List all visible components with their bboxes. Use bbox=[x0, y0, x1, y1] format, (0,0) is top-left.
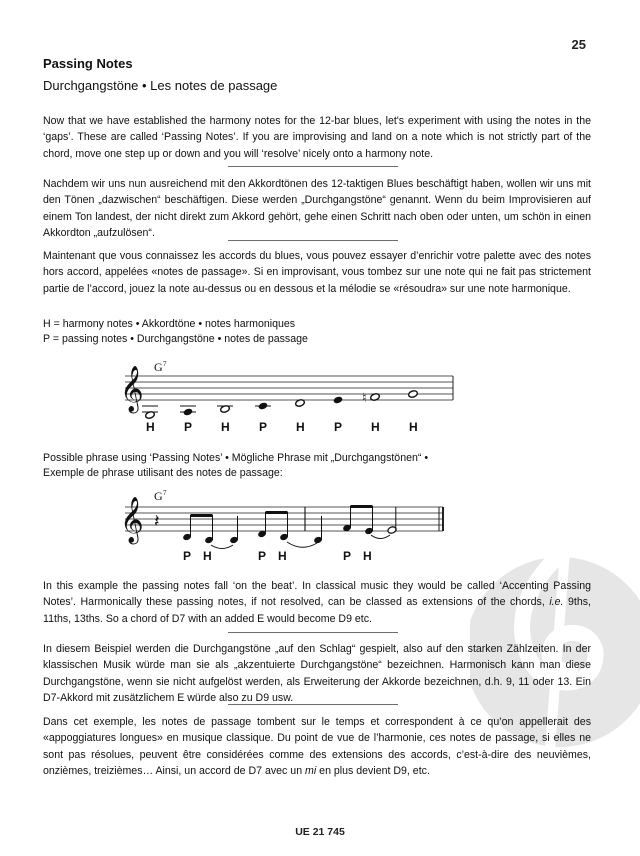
chord-symbol: G bbox=[154, 489, 163, 503]
page-number: 25 bbox=[571, 37, 586, 52]
quarter-rest-icon: 𝄽 bbox=[154, 511, 160, 532]
note-label: H bbox=[221, 420, 230, 434]
note-label: H bbox=[203, 549, 212, 563]
music-example-phrase bbox=[0, 485, 640, 570]
phrase-caption bbox=[43, 451, 428, 481]
chord-symbol: G bbox=[154, 360, 163, 374]
intro-paragraph-de: Nachdem wir uns nun ausreichend mit den Akkordtönen des 12-taktigen Blues beschäftigt haben, wollen wir uns mit den Tönen „dazwischen“ beschäftigen. Diese werden „Durchgangstöne“ genannt. Wenn du beim Improvisieren auf einem Ton landest, der nicht direkt zum Akkord gehört, gehe einen Schritt nach oben oder unten, um schön in einen Akkordton „aufzulösen“. bbox=[43, 178, 591, 240]
treble-clef-icon: 𝄞 bbox=[120, 366, 144, 412]
note-label: P bbox=[258, 549, 267, 563]
note-label: H bbox=[371, 420, 380, 434]
legend-harmony: H = harmony notes • Akkordtöne • notes harmoniques bbox=[43, 318, 296, 330]
note-label: P bbox=[184, 420, 193, 434]
note-label: H bbox=[146, 420, 155, 434]
note-head bbox=[408, 390, 419, 399]
legend bbox=[43, 317, 308, 347]
chord-symbol-superscript: 7 bbox=[163, 360, 167, 368]
note-head bbox=[333, 396, 344, 405]
note-label: H bbox=[363, 549, 372, 563]
note-label: P bbox=[183, 549, 192, 563]
catalog-number: UE 21 745 bbox=[295, 826, 345, 838]
note-head bbox=[258, 402, 269, 411]
note-label: H bbox=[409, 420, 418, 434]
intro-paragraph-fr: Maintenant que vous connaissez les accords du blues, vous pouvez essayer d’enrichir votre palette avec des notes hors accord, appelées «notes de passage». Si en improvisant, vous tombez sur une note qui ne fait pas strictement partie de l’accord, jouez la note au-dessus ou en dessous et la mélodie se «résoudra» sur une note harmonique. bbox=[43, 250, 591, 295]
tie bbox=[211, 545, 233, 549]
body-paragraph-fr: Dans cet exemple, les notes de passage tombent sur le temps et correspondent à ce qu’on appellerait des «appoggiatures longues» en musique classique. Du point de vue de l’harmonie, ces notes de passage, si elles ne sont pas résolues, peuvent être considérées comme des extensions des accords, c’est-à-dire des neuvièmes, onzièmes, treizièmes… Ainsi, un accord de D7 avec un mi en plus devient D9, etc. bbox=[43, 716, 591, 778]
phrase-notes bbox=[182, 506, 397, 549]
divider bbox=[228, 166, 398, 167]
body-paragraph-en: In this example the passing notes fall ‘on the beat’. In classical music they would be called ‘Accenting Passing Notes’. Harmonically these passing notes, if not resolved, can be classed as extensions of the chords, i.e. 9ths, 11ths, 13ths. So a chord of D7 with an added E would become D9 etc. bbox=[43, 580, 591, 625]
body-paragraph-de: In diesem Beispiel werden die Durchgangstöne „auf den Schlag“ gespielt, also auf den starken Zählzeiten. In der klassischen Musik würde man sie als „akzentuierte Durchgangstöne“ bezeichnen. Harmonisch kann man diese Durchgangstöne, wenn sie nicht aufgelöst werden, als Erweiterung der Akkorde bezeichnen, d.h. 9, 11 oder 13. Ein D7-Akkord mit zusätzlichem E würde also zu D9 usw. bbox=[43, 643, 591, 705]
treble-clef-icon: 𝄞 bbox=[120, 497, 144, 543]
tie bbox=[371, 535, 390, 539]
section-subtitle: Durchgangstöne • Les notes de passage bbox=[43, 78, 278, 93]
section-title: Passing Notes bbox=[43, 56, 133, 71]
note-label: P bbox=[334, 420, 343, 434]
music-example-scale bbox=[0, 355, 640, 445]
phrase-labels bbox=[183, 549, 372, 563]
note-label: P bbox=[343, 549, 352, 563]
tie bbox=[287, 542, 317, 547]
chord-symbol-superscript: 7 bbox=[163, 489, 167, 497]
natural-sign-icon: ♮ bbox=[362, 391, 367, 406]
note-head bbox=[183, 408, 194, 417]
divider bbox=[228, 240, 398, 241]
note-label: H bbox=[296, 420, 305, 434]
divider bbox=[228, 704, 398, 705]
phrase-caption-line2: Exemple de phrase utilisant des notes de passage: bbox=[43, 467, 283, 479]
divider bbox=[228, 632, 398, 633]
intro-paragraph-en: Now that we have established the harmony notes for the 12-bar blues, let's experiment with using the notes in the ‘gaps’. These are called ‘Passing Notes’. If you are improvising and land on a note which is not strictly part of the chord, move one step up or down and you will ‘resolve’ nicely onto a harmony note. bbox=[43, 115, 591, 160]
legend-passing: P = passing notes • Durchgangstöne • notes de passage bbox=[43, 333, 308, 345]
phrase-caption-line1: Possible phrase using ‘Passing Notes’ • Mögliche Phrase mit „Durchgangstönen“ • bbox=[43, 452, 429, 464]
note-label: H bbox=[278, 549, 287, 563]
staff-lines bbox=[125, 376, 453, 400]
note-label: P bbox=[259, 420, 268, 434]
